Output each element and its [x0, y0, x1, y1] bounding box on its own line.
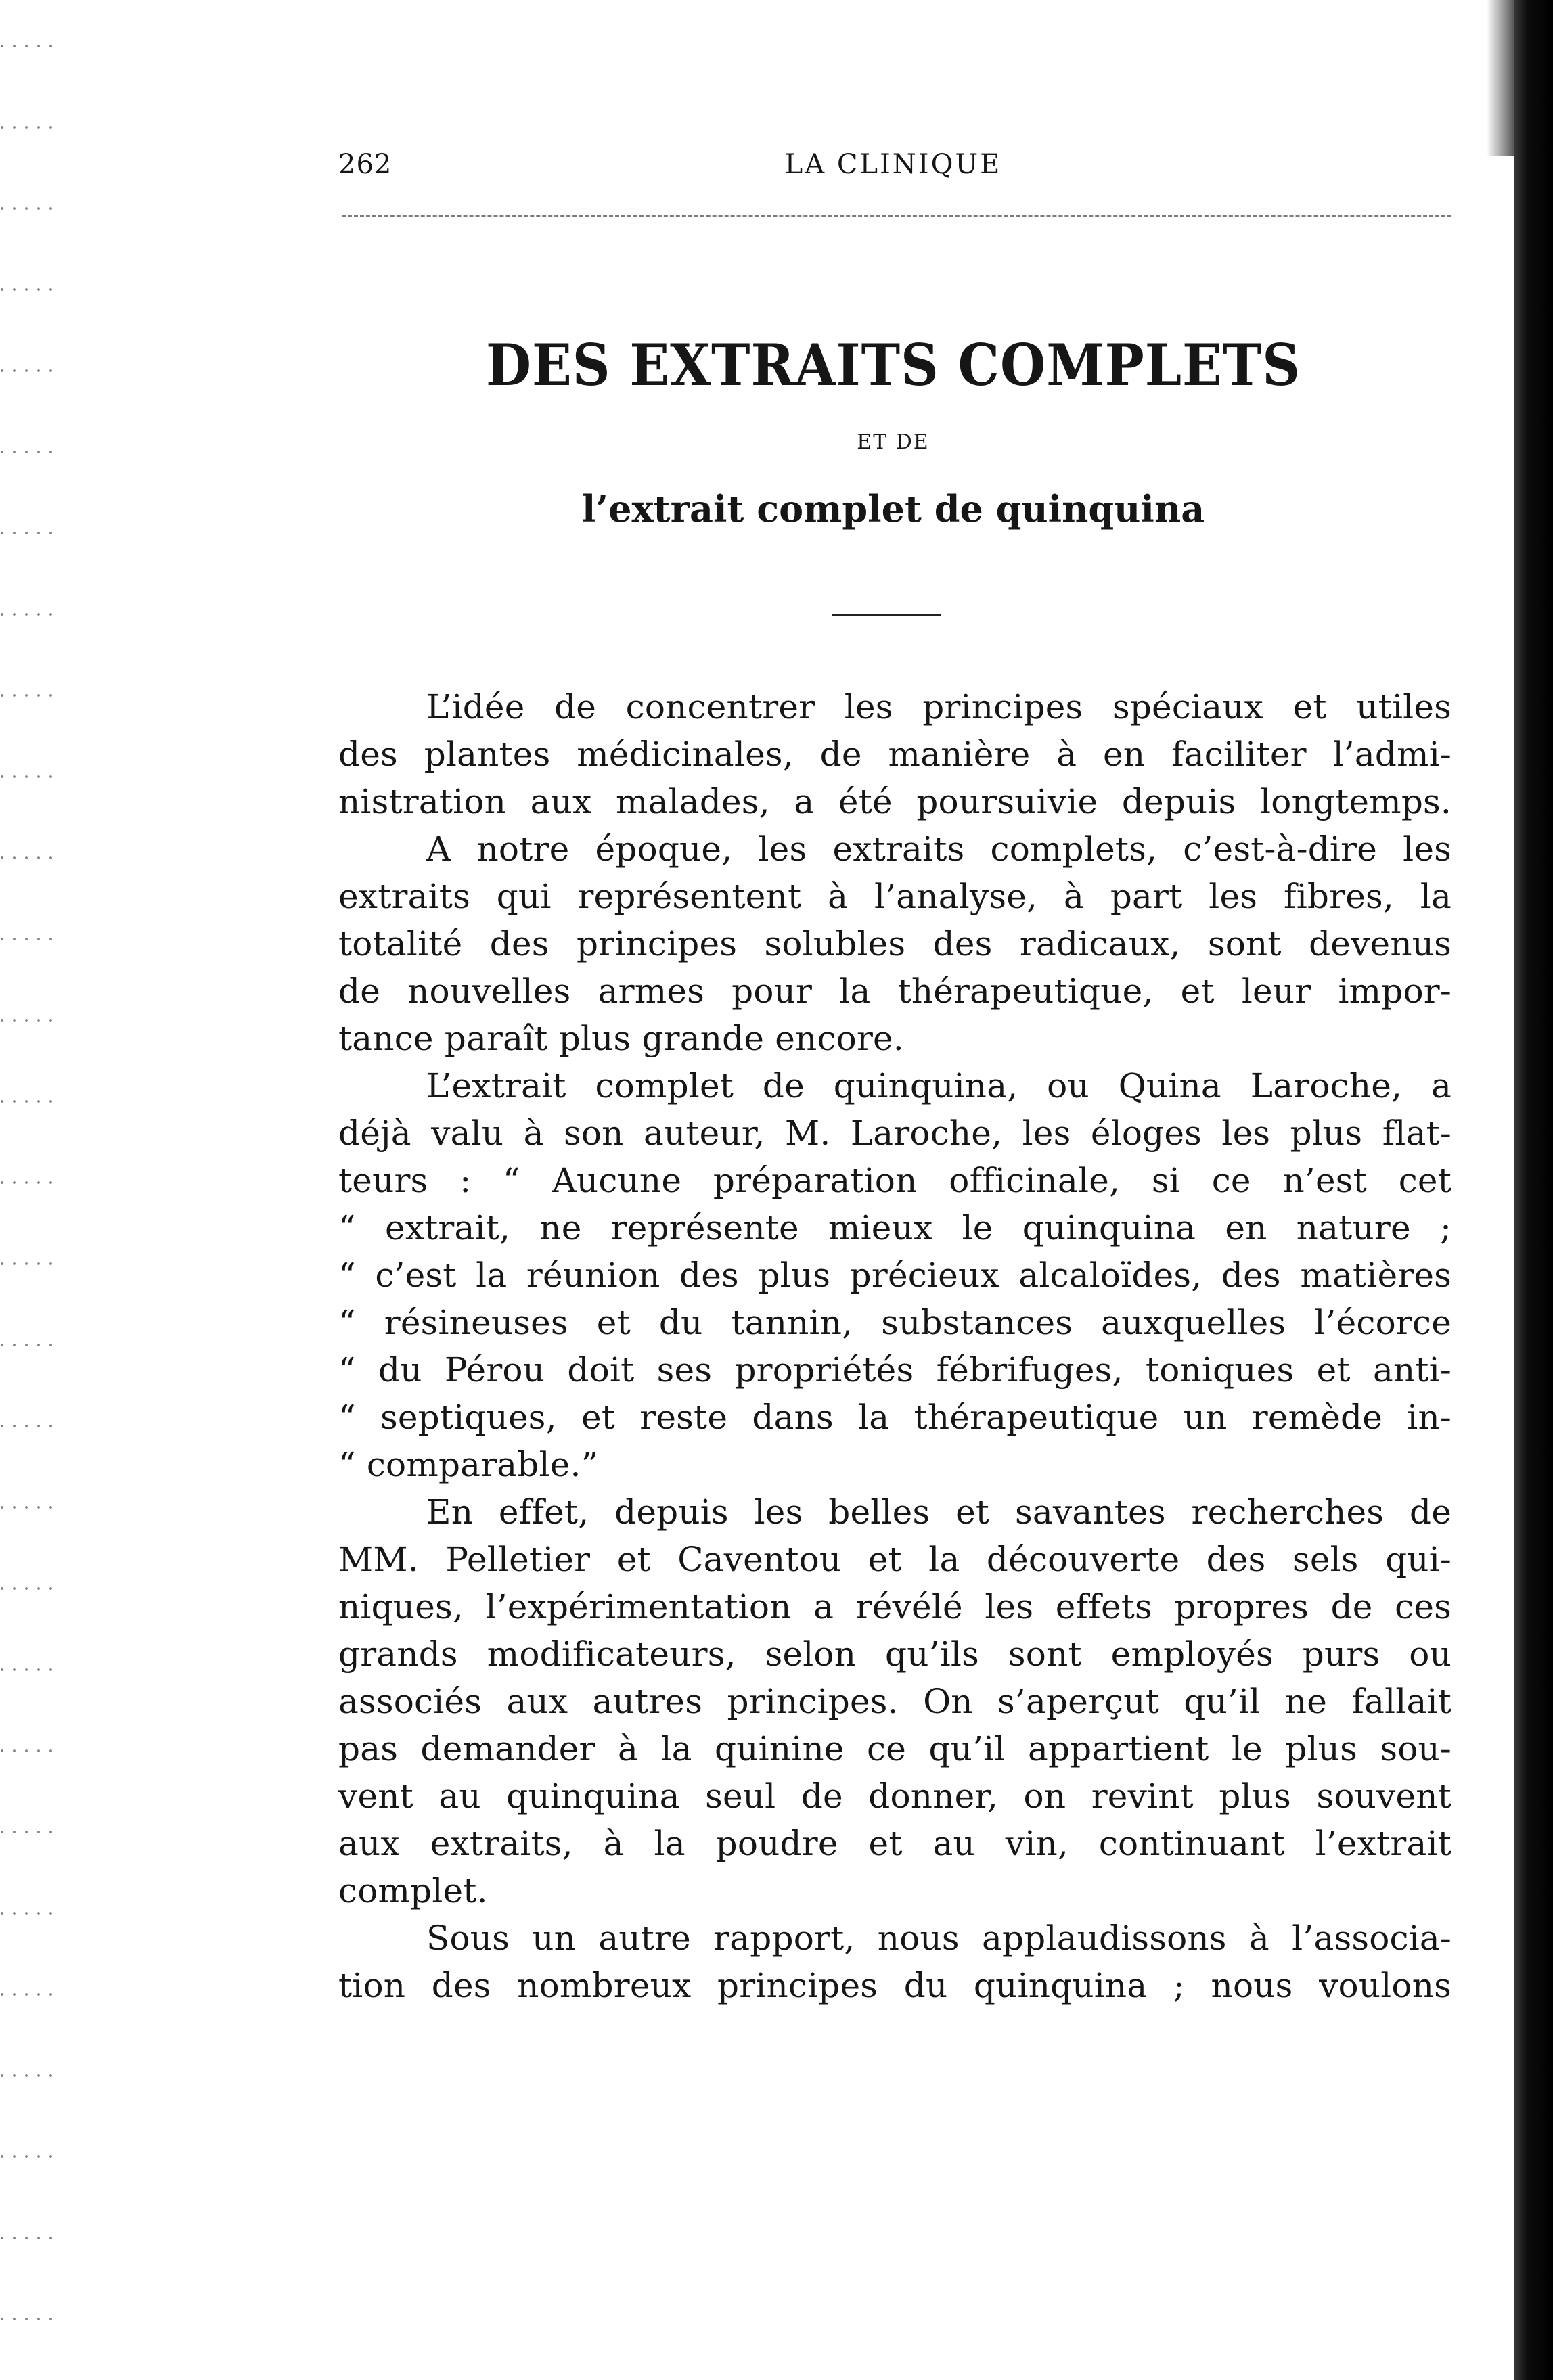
text-line: extraits qui représentent à l’analyse, à part les fibres, la [338, 877, 1451, 916]
text-line: L’extrait complet de quinquina, ou Quina Laroche, a [426, 1066, 1451, 1105]
running-title: LA CLINIQUE [784, 149, 1002, 180]
page-header [338, 149, 1448, 196]
text-line: déjà valu à son auteur, M. Laroche, les éloges les plus flat- [338, 1114, 1451, 1153]
text-line: “ extrait, ne représente mieux le quinquina en nature ; [338, 1208, 1451, 1248]
text-line: “ comparable.” [338, 1445, 599, 1484]
scan-edge-shadow [1487, 0, 1514, 156]
title-connector: ET DE [857, 430, 930, 454]
scan-edge-right [1514, 0, 1553, 2380]
text-line: vent au quinquina seul de donner, on revint plus souvent [338, 1777, 1451, 1816]
text-line: “ du Pérou doit ses propriétés fébrifuges, toniques et anti- [338, 1350, 1451, 1390]
text-line: “ c’est la réunion des plus précieux alcaloïdes, des matières [338, 1256, 1451, 1295]
text-line: tion des nombreux principes du quinquina ; nous voulons [338, 1966, 1451, 2005]
text-line: nistration aux malades, a été poursuivie depuis longtemps. [338, 782, 1451, 821]
text-line: associés aux autres principes. On s’aperçut qu’il ne fallait [338, 1682, 1451, 1721]
article-subtitle: l’extrait complet de quinquina [581, 487, 1205, 530]
text-line: pas demander à la quinine ce qu’il appartient le plus sou- [338, 1729, 1451, 1768]
text-line: des plantes médicinales, de manière à en faciliter l’admi- [338, 735, 1451, 774]
header-divider [342, 215, 1451, 217]
page-number: 262 [338, 149, 392, 180]
text-line: complet. [338, 1871, 488, 1910]
text-line: L’idée de concentrer les principes spéciaux et utiles [426, 687, 1451, 727]
text-line: MM. Pelletier et Caventou et la découverte des sels qui- [338, 1540, 1451, 1579]
scan-edge-left [0, 0, 54, 2380]
text-line: de nouvelles armes pour la thérapeutique, et leur impor- [338, 971, 1451, 1011]
text-line: totalité des principes solubles des radicaux, sont devenus [338, 924, 1451, 963]
text-line: Sous un autre rapport, nous applaudissons à l’associa- [426, 1919, 1451, 1958]
text-line: En effet, depuis les belles et savantes recherches de [426, 1492, 1451, 1532]
text-line: tance paraît plus grande encore. [338, 1019, 904, 1058]
article-body [338, 683, 1451, 2009]
article-title: DES EXTRAITS COMPLETS [486, 331, 1301, 398]
text-line: niques, l’expérimentation a révélé les effets propres de ces [338, 1587, 1451, 1626]
text-line: aux extraits, à la poudre et au vin, continuant l’extrait [338, 1824, 1451, 1863]
text-line: teurs : “ Aucune préparation officinale, si ce n’est cet [338, 1161, 1451, 1200]
text-line: “ septiques, et reste dans la thérapeutique un remède in- [338, 1398, 1451, 1437]
text-line: A notre époque, les extraits complets, c’est-à-dire les [426, 829, 1451, 869]
text-line: grands modificateurs, selon qu’ils sont employés purs ou [338, 1634, 1451, 1674]
ornament-rule [832, 614, 941, 616]
text-line: “ résineuses et du tannin, substances auxquelles l’écorce [338, 1303, 1451, 1342]
